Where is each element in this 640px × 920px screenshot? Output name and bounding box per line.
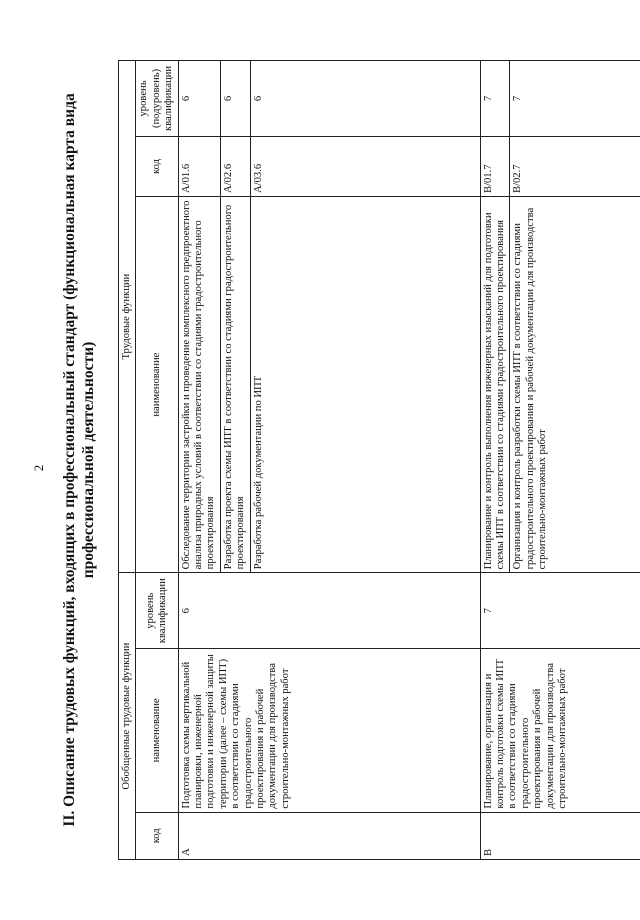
header-sublevel: уровень (подуровень) квалификации [136,61,178,137]
function-level: 6 [178,61,220,137]
functions-table [118,60,640,860]
header-generalized-functions: Обобщенные трудовые функции [119,573,136,860]
header-labor-functions: Трудовые функции [119,61,136,573]
group-name: Планирование, организация и контроль подготовки схемы ИПТ в соответствии со стадиями градостроительного проектирования и рабочей документации для производства строительно-монтажных работ [480,649,640,812]
function-level: 7 [510,61,640,137]
function-name: Разработка рабочей документации по ИПТ [250,197,480,573]
function-code: B/01.7 [480,136,510,196]
function-code: B/02.7 [510,136,640,196]
function-code: A/01.6 [178,136,220,196]
header-labor-code: код [136,136,178,196]
document-title: II. Описание трудовых функций, входящих в профессиональный стандарт (функциональная карта вида профессиональной деятельности) [61,93,97,827]
group-name: Подготовка схемы вертикальной планировки, инженерной подготовки и инженерной защиты территории (далее – схемы ИПТ) в соответствии со стадиями градостроительного проектирования и рабочей документации для производства строительно-монтажных работ [178,649,480,812]
group-code: A [178,812,480,859]
header-code: код [136,812,178,859]
function-level: 6 [250,61,480,137]
header-labor-name: наименование [136,197,178,573]
header-qualification-level: уровень квалификации [136,573,178,649]
function-level: 7 [480,61,510,137]
group-level: 7 [480,573,640,649]
page-number: 2 [31,464,46,472]
header-row-columns [136,61,178,860]
group-level: 6 [178,573,480,649]
function-code: A/02.6 [220,136,250,196]
header-name: наименование [136,649,178,812]
table-row [178,61,220,860]
rotated-sheet [60,60,580,860]
function-level: 6 [220,61,250,137]
function-name: Разработка проекта схемы ИПТ в соответствии со стадиями градостроительного проектирования [220,197,250,573]
function-name: Планирование и контроль выполнения инженерных изысканий для подготовки схемы ИПТ в соответствии со стадиями градостроительного проектирования [480,197,510,573]
landscape-content [60,60,580,860]
header-row-groups [119,61,136,860]
group-code: B [480,812,640,859]
function-name: Обследование территории застройки и проведение комплексного предпроектного анализа природных условий в соответствии со стадиями градостроительного проектирования [178,197,220,573]
table-row [480,61,510,860]
function-name: Организация и контроль разработки схемы ИПТ в соответствии со стадиями градостроительного проектирования и рабочей документации для производства строительно-монтажных работ [510,197,640,573]
function-code: A/03.6 [250,136,480,196]
